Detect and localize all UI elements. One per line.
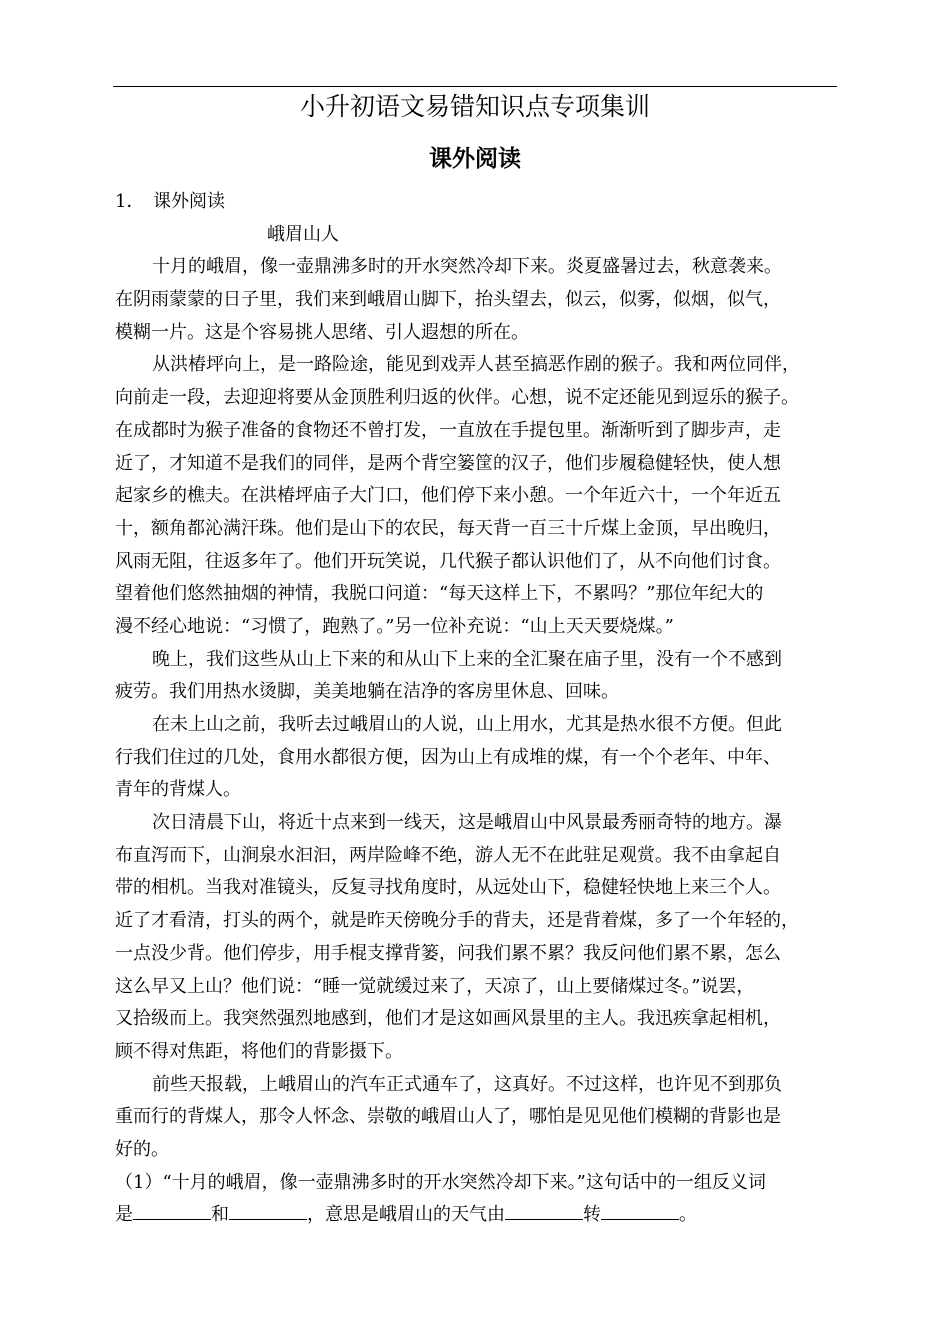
answer-text: 是: [115, 1204, 133, 1226]
text-line: 前些天报载，上峨眉山的汽车正式通车了，这真好。不过这样，也许见不到那负: [152, 1073, 782, 1095]
article-title: 峨眉山人: [267, 223, 339, 245]
document-title: 小升初语文易错知识点专项集训: [299, 92, 650, 121]
question-heading: [115, 186, 840, 219]
answer-blank-3[interactable]: [505, 1199, 583, 1220]
answer-text: 。: [679, 1204, 697, 1226]
text-line: 青年的背煤人。: [115, 779, 241, 801]
sub-question-answer-line: [115, 1199, 840, 1232]
answer-blank-4[interactable]: [601, 1199, 679, 1220]
text-line: 又拾级而上。我突然强烈地感到，他们才是这如画风景里的主人。我迅疾拿起相机，: [115, 1008, 781, 1030]
text-line: 一点没少背。他们停步，用手棍支撑背篓，问我们累不累？我反问他们累不累，怎么: [115, 942, 781, 964]
text-line: 次日清晨下山，将近十点来到一线天，这是峨眉山中风景最秀丽奇特的地方。瀑: [152, 812, 782, 834]
text-line: 在阴雨蒙蒙的日子里，我们来到峨眉山脚下，抬头望去，似云，似雾，似烟，似气，: [115, 289, 781, 311]
text-line: 好的。: [115, 1138, 169, 1160]
answer-text: 转: [583, 1204, 601, 1226]
text-line: 十月的峨眉，像一壶鼎沸多时的开水突然冷却下来。炎夏盛暑过去，秋意袭来。: [152, 256, 782, 278]
text-line: 布直泻而下，山涧泉水汩汩，两岸险峰不绝，游人无不在此驻足观赏。我不由拿起自: [115, 844, 781, 866]
answer-blank-2[interactable]: [229, 1199, 307, 1220]
text-line: 在成都时为猴子准备的食物还不曾打发，一直放在手提包里。渐渐听到了脚步声，走: [115, 419, 781, 441]
text-line: 漫不经心地说：“习惯了，跑熟了。”另一位补充说：“山上天天要烧煤。”: [115, 615, 674, 637]
answer-text: ，意思是峨眉山的天气由: [307, 1204, 505, 1226]
text-line: 望着他们悠然抽烟的神情，我脱口问道：“每天这样上下，不累吗？”那位年纪大的: [115, 583, 764, 605]
question-number: 1．: [115, 191, 145, 212]
document-body: [115, 186, 840, 1232]
text-line: 模糊一片。这是个容易挑人思绪、引人遐想的所在。: [115, 321, 529, 343]
header-rule: [113, 86, 837, 87]
text-line: 在未上山之前，我听去过峨眉山的人说，山上用水，尤其是热水很不方便。但此: [152, 714, 782, 735]
text-line: 行我们住过的几处，食用水都很方便，因为山上有成堆的煤，有一个个老年、中年、: [115, 746, 781, 768]
text-line: 疲劳。我们用热水烫脚，美美地躺在洁净的客房里休息、回味。: [115, 681, 619, 703]
text-line: 重而行的背煤人，那令人怀念、崇敬的峨眉山人了，哪怕是见见他们模糊的背影也是: [115, 1106, 781, 1128]
document-subtitle: 课外阅读: [429, 146, 521, 172]
text-line: 这么早又上山？他们说：“睡一觉就缓过来了，天凉了，山上要储煤过冬。”说罢，: [115, 975, 755, 997]
text-line: 近了，才知道不是我们的同伴，是两个背空篓筐的汉子，他们步履稳健轻快，使人想: [115, 452, 781, 474]
text-line: 顾不得对焦距，将他们的背影摄下。: [115, 1040, 403, 1062]
text-line: 从洪椿坪向上，是一路险途，能见到戏弄人甚至搞恶作剧的猴子。我和两位同伴，: [152, 354, 800, 376]
text-line: 晚上，我们这些从山上下来的和从山下上来的全汇聚在庙子里，没有一个不感到: [152, 648, 782, 670]
text-line: 向前走一段，去迎迎将要从金顶胜利归返的伙伴。心想，说不定还能见到逗乐的猴子。: [115, 387, 799, 409]
sub-question-prompt: （1）“十月的峨眉，像一壶鼎沸多时的开水突然冷却下来。”这句话中的一组反义词: [115, 1171, 766, 1193]
text-line: 带的相机。当我对准镜头，反复寻找角度时，从远处山下，稳健轻快地上来三个人。: [115, 877, 781, 899]
answer-blank-1[interactable]: [133, 1199, 211, 1220]
answer-text: 和: [211, 1204, 229, 1226]
text-line: 十，额角都沁满汗珠。他们是山下的农民，每天背一百三十斤煤上金顶，早出晚归，: [115, 517, 781, 539]
text-line: 起家乡的樵夫。在洪椿坪庙子大门口，他们停下来小憩。一个年近六十，一个年近五: [115, 485, 781, 507]
question-label: 课外阅读: [153, 191, 225, 212]
text-line: 近了才看清，打头的两个，就是昨天傍晚分手的背夫，还是背着煤，多了一个年轻的，: [115, 910, 799, 932]
text-line: 风雨无阻，往返多年了。他们开玩笑说，几代猴子都认识他们了，从不向他们讨食。: [115, 550, 781, 572]
